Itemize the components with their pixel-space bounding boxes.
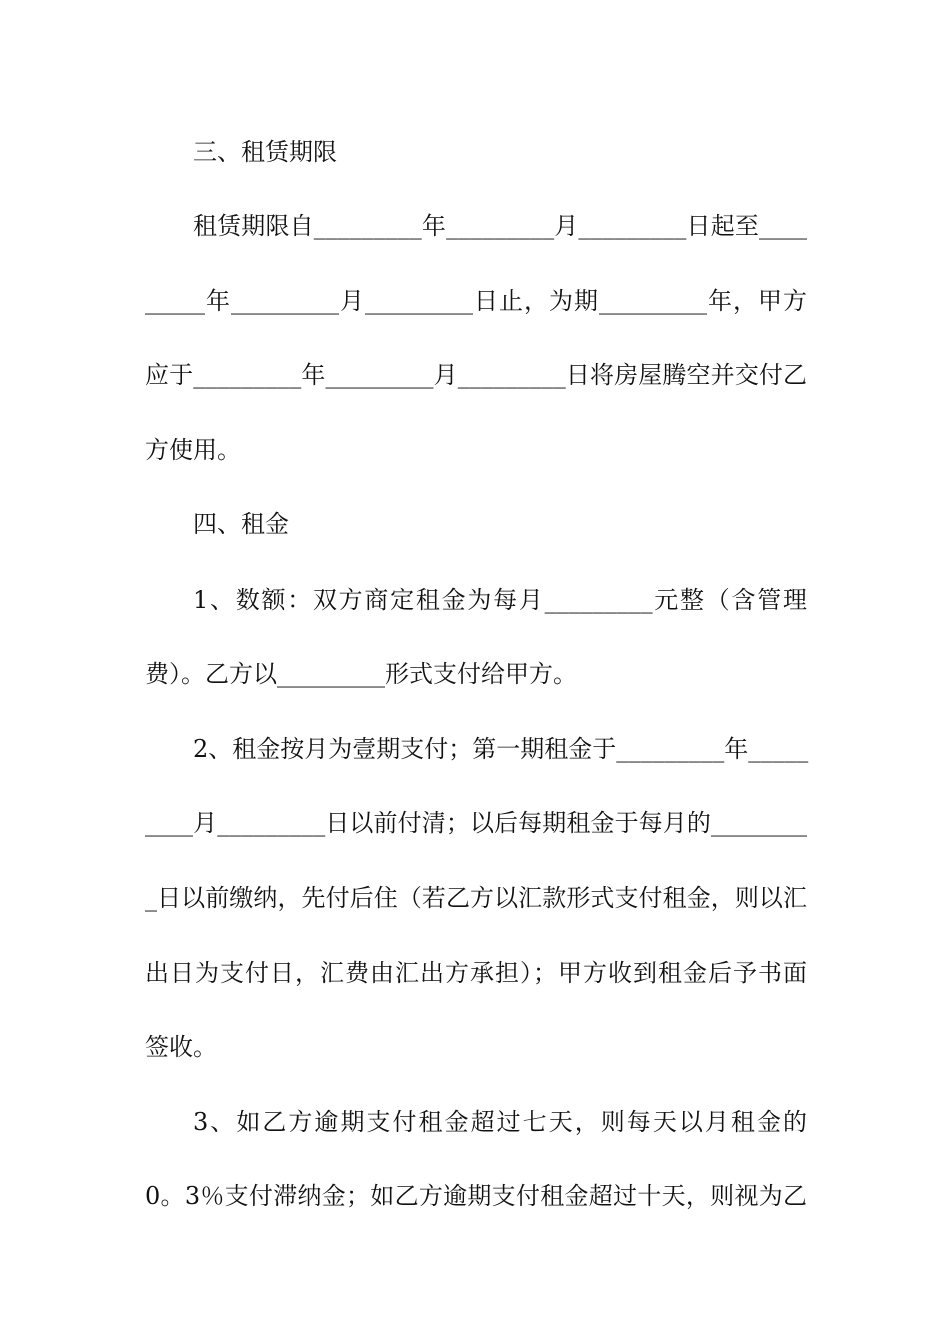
paragraph-line: 方使用。 (145, 436, 241, 464)
paragraph-line: 出日为支付日，汇费由汇出方承担）；甲方收到租金后予书面 (145, 959, 807, 987)
paragraph-line: 3、如乙方逾期支付租金超过七天，则每天以月租金的 (193, 1108, 807, 1136)
section-heading-lease-term: 三、租赁期限 (193, 138, 337, 166)
paragraph-line: 签收。 (145, 1033, 217, 1061)
paragraph-line: 应于_________年_________月_________日将房屋腾空并交付乙 (145, 361, 807, 389)
paragraph-line: 租赁期限自_________年_________月_________日起至____ (193, 212, 807, 240)
paragraph-line: 费）。乙方以_________形式支付给甲方。 (145, 660, 577, 688)
paragraph-line: _____年_________月_________日止，为期_________年，甲方 (145, 287, 807, 315)
paragraph-line: _日以前缴纳，先付后住（若乙方以汇款形式支付租金，则以汇 (145, 884, 807, 912)
section-heading-rent: 四、租金 (193, 510, 289, 538)
paragraph-line: 1、数额：双方商定租金为每月_________元整（含管理 (193, 586, 807, 614)
paragraph-line: 0。3％支付滞纳金；如乙方逾期支付租金超过十天，则视为乙 (145, 1182, 807, 1210)
paragraph-line: ____月_________日以前付清；以后每期租金于每月的________ (145, 809, 807, 837)
paragraph-line: 2、租金按月为壹期支付；第一期租金于_________年_____ (193, 735, 809, 763)
